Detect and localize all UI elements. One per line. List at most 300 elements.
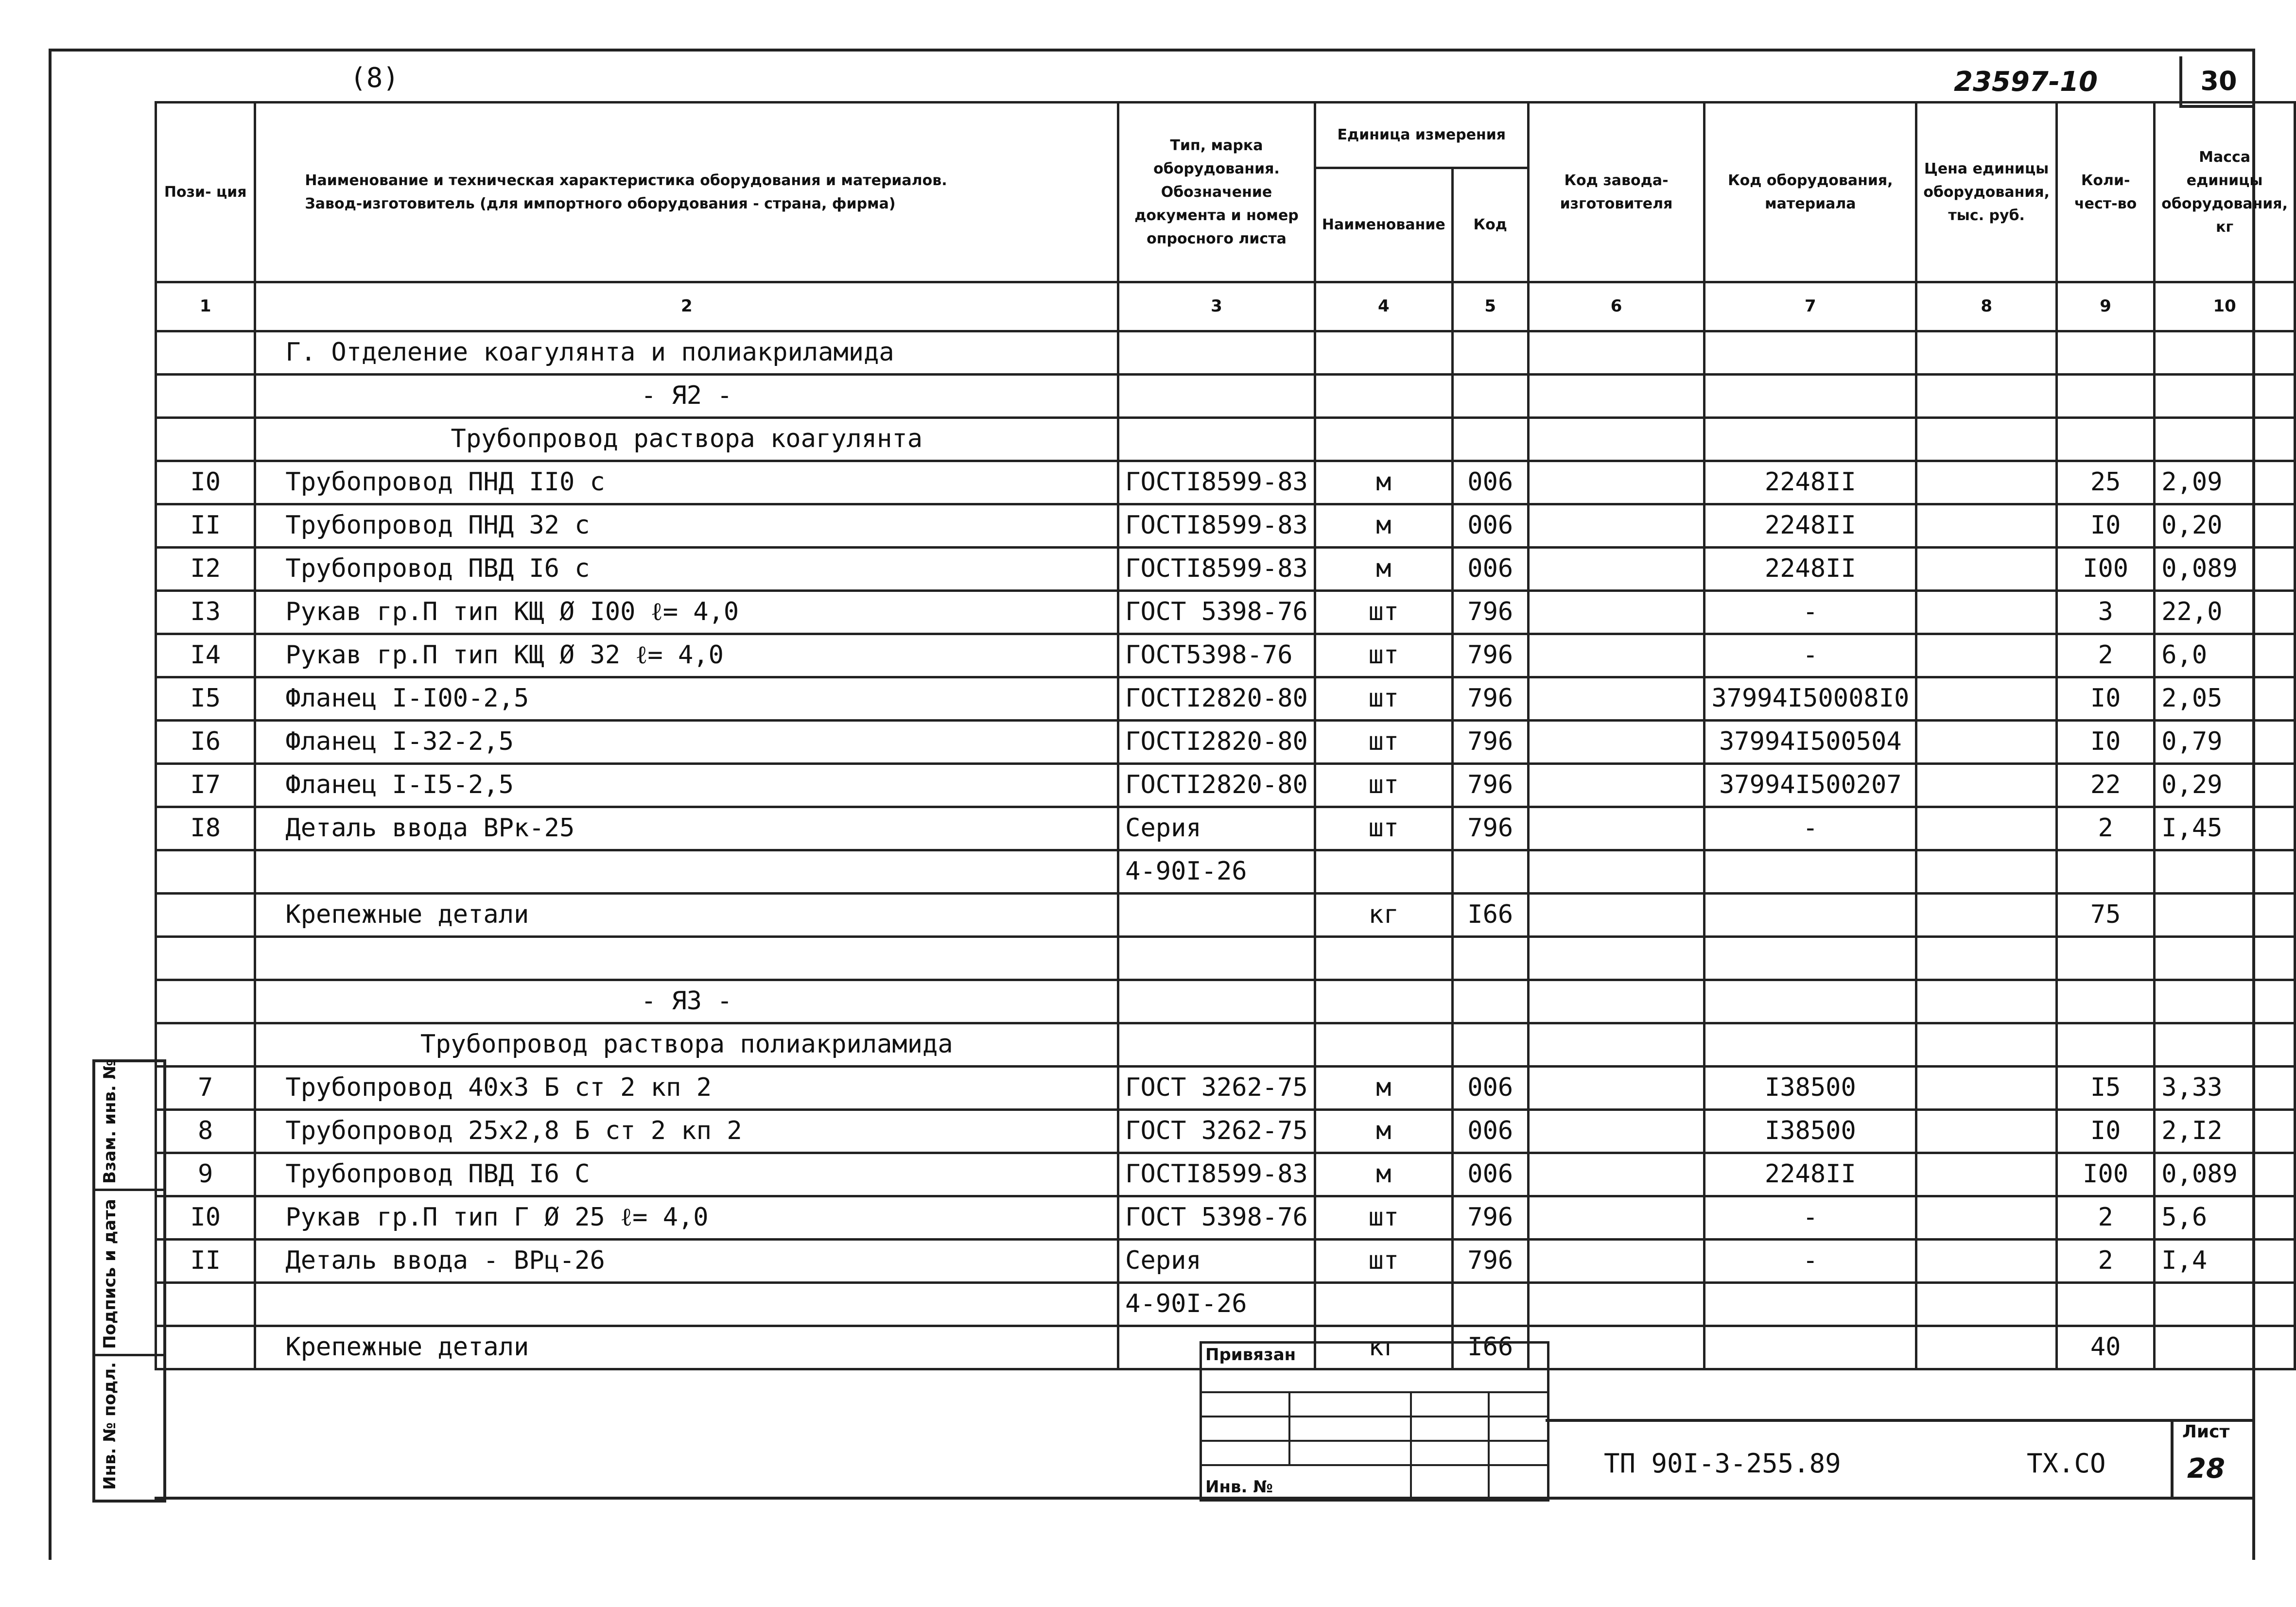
equip-code-cell: 2248II <box>1705 548 1916 591</box>
unit-cell: м <box>1315 1110 1452 1153</box>
table-row <box>156 461 2295 504</box>
qty-cell: I00 <box>2057 548 2155 591</box>
header-qty: Коли-чест-во <box>2057 103 2155 282</box>
unit-cell: м <box>1315 1067 1452 1110</box>
col-num: 10 <box>2155 282 2295 331</box>
name-cell <box>255 1283 1118 1326</box>
specification-table <box>155 101 2296 1370</box>
doc-cell: 4-90I-26 <box>1118 850 1315 894</box>
position-cell: 7 <box>156 1067 255 1110</box>
name-cell: Фланец I-I00-2,5 <box>255 677 1118 721</box>
price-cell <box>1916 1240 2057 1283</box>
unit-code-cell <box>1452 850 1528 894</box>
plant-code-cell <box>1528 1326 1705 1369</box>
position-cell: I5 <box>156 677 255 721</box>
header-doc: Тип, марка оборудования. Обозначение документа и номер опросного листа <box>1118 103 1315 282</box>
equip-code-cell <box>1705 850 1916 894</box>
name-cell: Рукав гр.П тип КЩ Ø I00 ℓ= 4,0 <box>255 591 1118 634</box>
name-cell: - Я2 - <box>255 375 1118 418</box>
table-row <box>156 1153 2295 1196</box>
name-cell: Трубопровод 25х2,8 Б ст 2 кп 2 <box>255 1110 1118 1153</box>
position-cell <box>156 1326 255 1369</box>
table-row <box>156 980 2295 1023</box>
table-row <box>156 937 2295 980</box>
table-row <box>156 850 2295 894</box>
plant-code-cell <box>1528 331 1705 375</box>
qty-cell: 75 <box>2057 894 2155 937</box>
unit-code-cell: 006 <box>1452 1067 1528 1110</box>
header-row-1 <box>156 103 2295 168</box>
plant-code-cell <box>1528 721 1705 764</box>
equip-code-cell: 37994I500207 <box>1705 764 1916 807</box>
mass-cell: 0,79 <box>2155 721 2295 764</box>
plant-code-cell <box>1528 1153 1705 1196</box>
unit-cell: м <box>1315 1153 1452 1196</box>
frame-top-line <box>49 49 2255 52</box>
qty-cell <box>2057 1283 2155 1326</box>
frame-left-line <box>49 49 52 1560</box>
col-num: 4 <box>1315 282 1452 331</box>
unit-code-cell <box>1452 331 1528 375</box>
mass-cell: I,4 <box>2155 1240 2295 1283</box>
mass-cell: 6,0 <box>2155 634 2295 677</box>
header-price: Цена единицы оборудования, тыс. руб. <box>1916 103 2057 282</box>
unit-cell: кг <box>1315 1326 1452 1369</box>
name-cell: Трубопровод 40х3 Б ст 2 кп 2 <box>255 1067 1118 1110</box>
unit-code-cell: 796 <box>1452 1196 1528 1240</box>
unit-cell <box>1315 850 1452 894</box>
position-cell: I2 <box>156 548 255 591</box>
header-name: Наименование и техническая характеристика оборудования и материалов. Завод-изготовитель (для импортного оборудования - страна, фирма) <box>255 103 1118 282</box>
unit-code-cell: 796 <box>1452 764 1528 807</box>
table-row <box>156 504 2295 548</box>
table-row <box>156 1023 2295 1067</box>
price-cell <box>1916 504 2057 548</box>
plant-code-cell <box>1528 548 1705 591</box>
qty-cell <box>2057 1023 2155 1067</box>
side-stamp-replacement: Взам. инв. № <box>100 1059 120 1184</box>
equip-code-cell <box>1705 418 1916 461</box>
plant-code-cell <box>1528 418 1705 461</box>
mass-cell: 22,0 <box>2155 591 2295 634</box>
unit-code-cell <box>1452 1023 1528 1067</box>
plant-code-cell <box>1528 894 1705 937</box>
unit-code-cell: 796 <box>1452 591 1528 634</box>
table-row <box>156 677 2295 721</box>
mass-cell <box>2155 1283 2295 1326</box>
unit-code-cell <box>1452 418 1528 461</box>
header-unit: Единица измерения <box>1315 103 1528 168</box>
table-row <box>156 548 2295 591</box>
document-code: ТХ.СО <box>2027 1448 2106 1479</box>
equip-code-cell: I38500 <box>1705 1110 1916 1153</box>
mass-cell <box>2155 1023 2295 1067</box>
equip-code-cell: 2248II <box>1705 461 1916 504</box>
list-number: 28 <box>2187 1453 2225 1485</box>
price-cell <box>1916 461 2057 504</box>
equip-code-cell: - <box>1705 1240 1916 1283</box>
plant-code-cell <box>1528 1110 1705 1153</box>
equip-code-cell: 2248II <box>1705 1153 1916 1196</box>
doc-cell: ГОСТI2820-80 <box>1118 721 1315 764</box>
position-cell: 9 <box>156 1153 255 1196</box>
table-row <box>156 764 2295 807</box>
price-cell <box>1916 721 2057 764</box>
qty-cell <box>2057 375 2155 418</box>
unit-cell: шт <box>1315 677 1452 721</box>
position-cell <box>156 375 255 418</box>
doc-cell: ГОСТI2820-80 <box>1118 764 1315 807</box>
price-cell <box>1916 1283 2057 1326</box>
header-unit-name: Наименование <box>1315 168 1452 282</box>
name-cell: Рукав гр.П тип Г Ø 25 ℓ= 4,0 <box>255 1196 1118 1240</box>
unit-cell <box>1315 980 1452 1023</box>
plant-code-cell <box>1528 1196 1705 1240</box>
unit-cell: м <box>1315 504 1452 548</box>
plant-code-cell <box>1528 1067 1705 1110</box>
unit-code-cell: 796 <box>1452 1240 1528 1283</box>
mass-cell: 2,05 <box>2155 677 2295 721</box>
plant-code-cell <box>1528 634 1705 677</box>
qty-cell <box>2057 331 2155 375</box>
price-cell <box>1916 1110 2057 1153</box>
unit-cell: м <box>1315 548 1452 591</box>
qty-cell: 2 <box>2057 1240 2155 1283</box>
name-cell: Крепежные детали <box>255 894 1118 937</box>
unit-cell <box>1315 937 1452 980</box>
price-cell <box>1916 331 2057 375</box>
name-cell: Фланец I-I5-2,5 <box>255 764 1118 807</box>
doc-cell: ГОСТ 3262-75 <box>1118 1110 1315 1153</box>
unit-code-cell: 796 <box>1452 721 1528 764</box>
doc-cell: ГОСТI2820-80 <box>1118 677 1315 721</box>
name-cell: Рукав гр.П тип КЩ Ø 32 ℓ= 4,0 <box>255 634 1118 677</box>
mass-cell: 2,I2 <box>2155 1110 2295 1153</box>
column-number-row <box>156 282 2295 331</box>
equip-code-cell: - <box>1705 634 1916 677</box>
unit-code-cell: 006 <box>1452 548 1528 591</box>
position-cell <box>156 1283 255 1326</box>
position-cell: II <box>156 1240 255 1283</box>
unit-code-cell: 006 <box>1452 1110 1528 1153</box>
position-cell: I8 <box>156 807 255 850</box>
unit-cell: шт <box>1315 721 1452 764</box>
qty-cell: I0 <box>2057 1110 2155 1153</box>
equip-code-cell <box>1705 980 1916 1023</box>
doc-cell: ГОСТ5398-76 <box>1118 634 1315 677</box>
position-cell: I4 <box>156 634 255 677</box>
col-num: 8 <box>1916 282 2057 331</box>
doc-cell <box>1118 937 1315 980</box>
binding-grid <box>1202 1344 1547 1499</box>
doc-cell: ГОСТ 5398-76 <box>1118 591 1315 634</box>
mass-cell: 5,6 <box>2155 1196 2295 1240</box>
unit-code-cell <box>1452 980 1528 1023</box>
unit-cell <box>1315 1283 1452 1326</box>
position-cell: 8 <box>156 1110 255 1153</box>
position-cell: I0 <box>156 1196 255 1240</box>
unit-cell <box>1315 375 1452 418</box>
inventory-label: Инв. № <box>1205 1477 1273 1497</box>
list-label: Лист <box>2182 1422 2230 1442</box>
equip-code-cell <box>1705 375 1916 418</box>
plant-code-cell <box>1528 375 1705 418</box>
side-stamp-inventory: Инв. № подл. <box>100 1362 120 1490</box>
col-num: 9 <box>2057 282 2155 331</box>
position-cell <box>156 937 255 980</box>
table-row <box>156 894 2295 937</box>
equip-code-cell: - <box>1705 1196 1916 1240</box>
unit-code-cell: I66 <box>1452 894 1528 937</box>
table-row <box>156 418 2295 461</box>
unit-cell <box>1315 1023 1452 1067</box>
price-cell <box>1916 850 2057 894</box>
unit-cell: шт <box>1315 634 1452 677</box>
plant-code-cell <box>1528 1023 1705 1067</box>
qty-cell: 2 <box>2057 1196 2155 1240</box>
header-plant-code: Код завода-изготовителя <box>1528 103 1705 282</box>
qty-cell <box>2057 980 2155 1023</box>
name-cell: Г. Отделение коагулянта и полиакриламида <box>255 331 1118 375</box>
unit-code-cell <box>1452 937 1528 980</box>
unit-cell <box>1315 331 1452 375</box>
equip-code-cell: I38500 <box>1705 1067 1916 1110</box>
document-number: ТП 90I-3-255.89 <box>1604 1448 1841 1479</box>
mass-cell: 3,33 <box>2155 1067 2295 1110</box>
price-cell <box>1916 937 2057 980</box>
name-cell: Трубопровод раствора полиакриламида <box>255 1023 1118 1067</box>
unit-cell: шт <box>1315 764 1452 807</box>
header-equip-code: Код оборудования, материала <box>1705 103 1916 282</box>
qty-cell: I5 <box>2057 1067 2155 1110</box>
price-cell <box>1916 1326 2057 1369</box>
table-row <box>156 721 2295 764</box>
price-cell <box>1916 548 2057 591</box>
col-num: 7 <box>1705 282 1916 331</box>
plant-code-cell <box>1528 937 1705 980</box>
doc-cell: ГОСТI8599-83 <box>1118 504 1315 548</box>
equip-code-cell <box>1705 1023 1916 1067</box>
col-num: 5 <box>1452 282 1528 331</box>
name-cell: - Я3 - <box>255 980 1118 1023</box>
mass-cell <box>2155 375 2295 418</box>
side-stamp-cell <box>95 1059 163 1191</box>
table-row <box>156 1283 2295 1326</box>
name-cell: Трубопровод ПВД I6 с <box>255 548 1118 591</box>
unit-cell: шт <box>1315 1196 1452 1240</box>
doc-cell: 4-90I-26 <box>1118 1283 1315 1326</box>
doc-cell: Серия <box>1118 1240 1315 1283</box>
bound-label: Привязан <box>1205 1345 1296 1365</box>
price-cell <box>1916 418 2057 461</box>
mass-cell: 0,20 <box>2155 504 2295 548</box>
doc-cell <box>1118 1023 1315 1067</box>
equip-code-cell <box>1705 937 1916 980</box>
title-block-top-line <box>1546 1419 2253 1422</box>
qty-cell: I0 <box>2057 677 2155 721</box>
unit-code-cell <box>1452 1283 1528 1326</box>
plant-code-cell <box>1528 807 1705 850</box>
doc-cell: ГОСТI8599-83 <box>1118 548 1315 591</box>
table-row <box>156 634 2295 677</box>
name-cell <box>255 850 1118 894</box>
position-cell <box>156 418 255 461</box>
side-stamp-cell <box>95 1354 163 1497</box>
doc-cell: ГОСТ 3262-75 <box>1118 1067 1315 1110</box>
mass-cell: 0,089 <box>2155 1153 2295 1196</box>
doc-cell <box>1118 980 1315 1023</box>
header-mass: Масса единицы оборудования, кг <box>2155 103 2295 282</box>
mass-cell: I,45 <box>2155 807 2295 850</box>
position-cell: I6 <box>156 721 255 764</box>
unit-cell: шт <box>1315 1240 1452 1283</box>
col-num: 2 <box>255 282 1118 331</box>
position-cell <box>156 1023 255 1067</box>
qty-cell <box>2057 850 2155 894</box>
unit-cell: кг <box>1315 894 1452 937</box>
table-row <box>156 1196 2295 1240</box>
table-row <box>156 1240 2295 1283</box>
position-cell <box>156 331 255 375</box>
name-cell: Деталь ввода - ВРц-26 <box>255 1240 1118 1283</box>
doc-cell <box>1118 894 1315 937</box>
plant-code-cell <box>1528 1240 1705 1283</box>
name-cell: Трубопровод ПНД II0 с <box>255 461 1118 504</box>
unit-code-cell: 796 <box>1452 677 1528 721</box>
price-cell <box>1916 1153 2057 1196</box>
mass-cell: 2,09 <box>2155 461 2295 504</box>
qty-cell: I00 <box>2057 1153 2155 1196</box>
qty-cell: 22 <box>2057 764 2155 807</box>
mass-cell <box>2155 980 2295 1023</box>
mass-cell <box>2155 418 2295 461</box>
mass-cell <box>2155 331 2295 375</box>
mass-cell <box>2155 850 2295 894</box>
qty-cell <box>2057 937 2155 980</box>
price-cell <box>1916 591 2057 634</box>
equip-code-cell <box>1705 1326 1916 1369</box>
col-num: 6 <box>1528 282 1705 331</box>
equip-code-cell <box>1705 1283 1916 1326</box>
equip-code-cell: - <box>1705 591 1916 634</box>
doc-cell: Серия <box>1118 807 1315 850</box>
unit-code-cell: 006 <box>1452 461 1528 504</box>
mass-cell <box>2155 937 2295 980</box>
price-cell <box>1916 1023 2057 1067</box>
price-cell <box>1916 894 2057 937</box>
table-row <box>156 331 2295 375</box>
doc-cell: ГОСТI8599-83 <box>1118 1153 1315 1196</box>
table-row <box>156 807 2295 850</box>
equip-code-cell <box>1705 331 1916 375</box>
qty-cell: 25 <box>2057 461 2155 504</box>
header-position: Пози- ция <box>156 103 255 282</box>
table-row <box>156 375 2295 418</box>
qty-cell <box>2057 418 2155 461</box>
position-cell <box>156 850 255 894</box>
name-cell: Фланец I-32-2,5 <box>255 721 1118 764</box>
equip-code-cell: 2248II <box>1705 504 1916 548</box>
table-row <box>156 591 2295 634</box>
plant-code-cell <box>1528 461 1705 504</box>
side-stamp <box>92 1059 166 1503</box>
unit-cell <box>1315 418 1452 461</box>
position-cell: II <box>156 504 255 548</box>
price-cell <box>1916 1067 2057 1110</box>
name-cell: Трубопровод раствора коагулянта <box>255 418 1118 461</box>
equip-code-cell: 37994I500504 <box>1705 721 1916 764</box>
table-row <box>156 1110 2295 1153</box>
name-cell: Крепежные детали <box>255 1326 1118 1369</box>
name-cell <box>255 937 1118 980</box>
plant-code-cell <box>1528 504 1705 548</box>
qty-cell: 2 <box>2057 634 2155 677</box>
qty-cell: I0 <box>2057 504 2155 548</box>
register-number: 23597-10 <box>1954 66 2098 98</box>
side-stamp-signature: Подпись и дата <box>100 1199 120 1349</box>
price-cell <box>1916 807 2057 850</box>
equip-code-cell: 37994I50008I0 <box>1705 677 1916 721</box>
unit-cell: м <box>1315 461 1452 504</box>
position-cell: I0 <box>156 461 255 504</box>
equip-code-cell: - <box>1705 807 1916 850</box>
unit-cell: шт <box>1315 807 1452 850</box>
doc-cell <box>1118 331 1315 375</box>
mass-cell <box>2155 894 2295 937</box>
position-cell: I7 <box>156 764 255 807</box>
doc-cell <box>1118 418 1315 461</box>
plant-code-cell <box>1528 591 1705 634</box>
unit-code-cell: 796 <box>1452 807 1528 850</box>
price-cell <box>1916 980 2057 1023</box>
col-num: 1 <box>156 282 255 331</box>
header-unit-code: Код <box>1452 168 1528 282</box>
side-stamp-cell <box>95 1189 163 1356</box>
plant-code-cell <box>1528 677 1705 721</box>
col-num: 3 <box>1118 282 1315 331</box>
name-cell: Деталь ввода ВРк-25 <box>255 807 1118 850</box>
price-cell <box>1916 375 2057 418</box>
unit-code-cell: I66 <box>1452 1326 1528 1369</box>
price-cell <box>1916 764 2057 807</box>
sheet-number: 30 <box>2179 56 2255 108</box>
unit-code-cell: 006 <box>1452 1153 1528 1196</box>
plant-code-cell <box>1528 764 1705 807</box>
position-cell <box>156 980 255 1023</box>
qty-cell: I0 <box>2057 721 2155 764</box>
name-cell: Трубопровод ПВД I6 С <box>255 1153 1118 1196</box>
name-cell: Трубопровод ПНД 32 с <box>255 504 1118 548</box>
price-cell <box>1916 1196 2057 1240</box>
mass-cell: 0,29 <box>2155 764 2295 807</box>
qty-cell: 40 <box>2057 1326 2155 1369</box>
page-top-number: (8) <box>350 62 400 94</box>
doc-cell <box>1118 375 1315 418</box>
price-cell <box>1916 677 2057 721</box>
unit-code-cell: 796 <box>1452 634 1528 677</box>
mass-cell: 0,089 <box>2155 548 2295 591</box>
equip-code-cell <box>1705 894 1916 937</box>
position-cell: I3 <box>156 591 255 634</box>
plant-code-cell <box>1528 1283 1705 1326</box>
qty-cell: 2 <box>2057 807 2155 850</box>
unit-code-cell: 006 <box>1452 504 1528 548</box>
table-row <box>156 1067 2295 1110</box>
unit-cell: шт <box>1315 591 1452 634</box>
price-cell <box>1916 634 2057 677</box>
doc-cell: ГОСТI8599-83 <box>1118 461 1315 504</box>
doc-cell: ГОСТ 5398-76 <box>1118 1196 1315 1240</box>
